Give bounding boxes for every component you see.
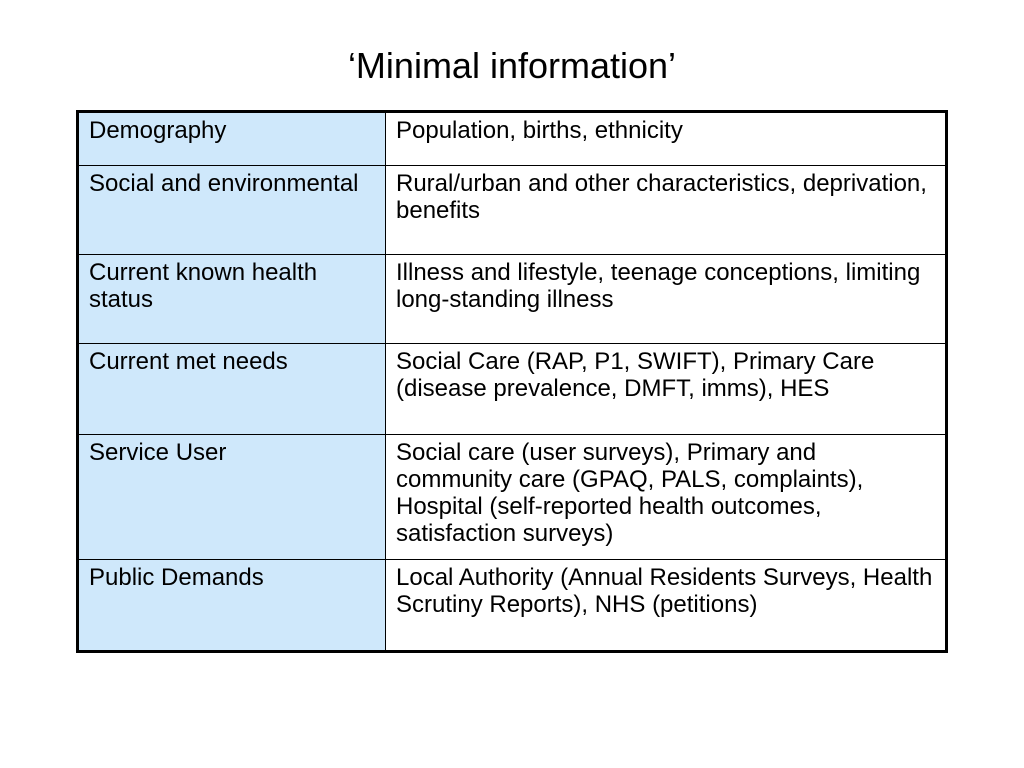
table-row (78, 112, 947, 166)
detail-cell: Social care (user surveys), Primary and community care (GPAQ, PALS, complaints), Hospital (self-reported health outcomes, satisfaction surveys) (386, 435, 947, 560)
detail-cell: Local Authority (Annual Residents Surveys, Health Scrutiny Reports), NHS (petitions) (386, 560, 947, 652)
category-cell: Social and environmental (78, 166, 386, 255)
detail-cell: Rural/urban and other characteristics, deprivation, benefits (386, 166, 947, 255)
category-cell: Service User (78, 435, 386, 560)
category-cell: Demography (78, 112, 386, 166)
detail-cell: Illness and lifestyle, teenage conceptions, limiting long-standing illness (386, 255, 947, 344)
table-row (78, 435, 947, 560)
detail-cell: Population, births, ethnicity (386, 112, 947, 166)
table-row (78, 255, 947, 344)
detail-cell: Social Care (RAP, P1, SWIFT), Primary Care (disease prevalence, DMFT, imms), HES (386, 344, 947, 435)
category-cell: Current known health status (78, 255, 386, 344)
category-cell: Public Demands (78, 560, 386, 652)
slide-title: ‘Minimal information’ (347, 45, 677, 86)
table-row (78, 166, 947, 255)
table-row (78, 560, 947, 652)
table-row (78, 344, 947, 435)
minimal-information-table (76, 110, 948, 653)
category-cell: Current met needs (78, 344, 386, 435)
